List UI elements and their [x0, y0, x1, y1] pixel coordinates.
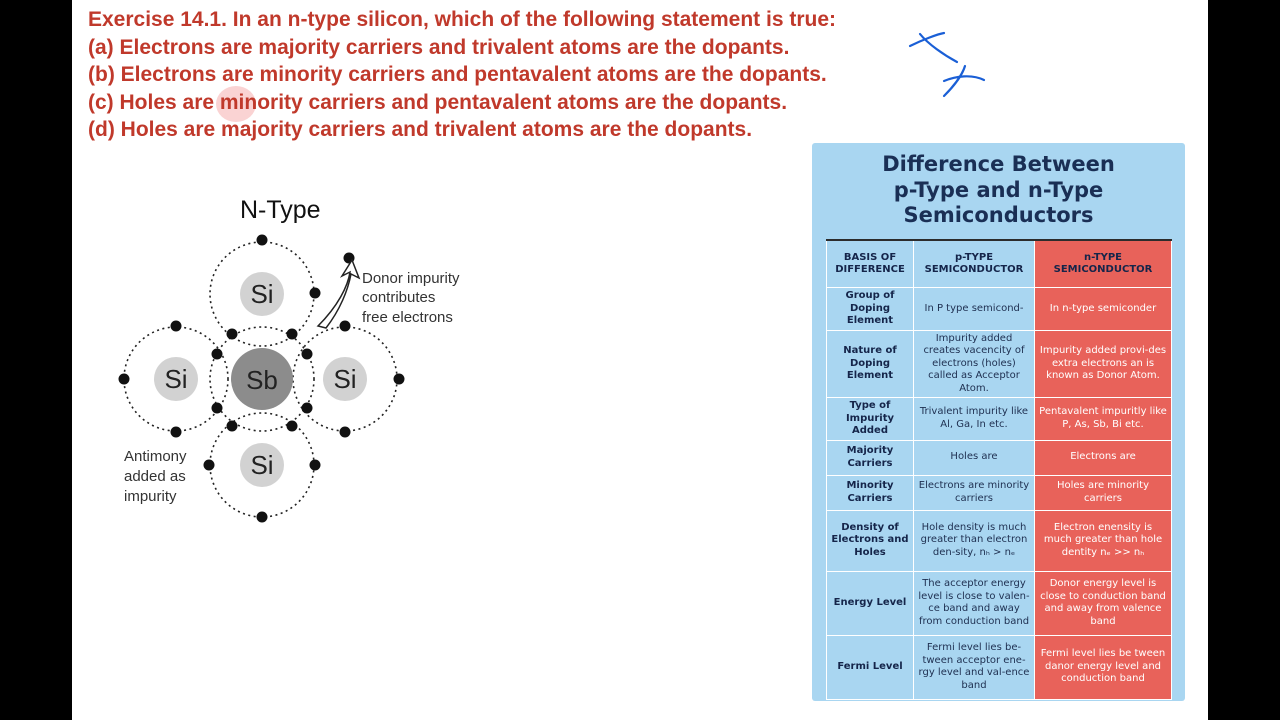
row-basis: Energy Level: [827, 571, 914, 635]
option-b: (b) Electrons are minority carriers and pentavalent atoms are the dopants.: [88, 63, 827, 86]
atom-label-center: Sb: [246, 365, 278, 395]
row-n-value: Fermi level lies be tween danor energy level and conduction band: [1035, 635, 1172, 699]
option-d: (d) Holes are majority carriers and trivalent atoms are the dopants.: [88, 118, 753, 141]
row-p-value: Hole density is much greater than electron den-sity, nₕ > nₑ: [914, 510, 1035, 571]
table-row: [827, 398, 1172, 441]
table-row: [827, 510, 1172, 571]
comparison-table: [826, 239, 1172, 700]
table-row: [827, 475, 1172, 510]
slide-canvas: [72, 0, 1208, 720]
row-n-value: Pentavalent impuritly like P, As, Sb, Bi etc.: [1035, 398, 1172, 441]
row-n-value: Impurity added provi-des extra electrons an is known as Donor Atom.: [1035, 330, 1172, 398]
row-n-value: Electron enensity is much greater than hole dentity nₑ >> nₕ: [1035, 510, 1172, 571]
atom-label-bottom: Si: [250, 450, 274, 480]
donor-label-line1: Donor impurity: [362, 270, 460, 287]
table-row: [827, 635, 1172, 699]
donor-arrow-icon: [318, 260, 359, 328]
row-basis: Majority Carriers: [827, 440, 914, 475]
row-p-value: Impurity added creates vacencity of electrons (holes) called as Acceptor Atom.: [914, 330, 1035, 398]
option-a: (a) Electrons are majority carriers and trivalent atoms are the dopants.: [88, 35, 790, 59]
row-basis: Minority Carriers: [827, 475, 914, 510]
row-basis: Density of Electrons and Holes: [827, 510, 914, 571]
option-c: (c) Holes are minority carriers and pentavalent atoms are the dopants.: [88, 90, 788, 114]
row-n-value: Holes are minority carriers: [1035, 475, 1172, 510]
header-basis: BASIS OF DIFFERENCE: [827, 240, 914, 288]
table-row: [827, 288, 1172, 331]
row-p-value: Electrons are minority carriers: [914, 475, 1035, 510]
row-basis: Nature of Doping Element: [827, 330, 914, 398]
comparison-title-line2: p-Type and n-Type: [893, 177, 1104, 202]
comparison-title-line3: Semiconductors: [903, 203, 1094, 227]
antimony-label-line3: impurity: [124, 488, 177, 505]
table-row: [827, 440, 1172, 475]
handwritten-annotations: [72, 0, 1208, 140]
row-p-value: In P type semicond-: [914, 288, 1035, 331]
row-p-value: Fermi level lies be-tween acceptor ene-rgy level and val-ence band: [914, 635, 1035, 699]
n-type-diagram: [112, 186, 492, 526]
comparison-card: [812, 143, 1185, 701]
table-row: [827, 571, 1172, 635]
row-p-value: The acceptor energy level is close to valen-ce band and away from conduction band: [914, 571, 1035, 635]
cross-mark-a: [910, 33, 957, 62]
table-row: [827, 330, 1172, 398]
diagram-title: N-Type: [240, 196, 321, 224]
atom-label-top: Si: [250, 279, 274, 309]
donor-label-line2: contributes: [362, 289, 436, 306]
antimony-label-line2: added as: [124, 468, 186, 485]
table-header-row: [827, 240, 1172, 288]
row-n-value: In n-type semiconder: [1035, 288, 1172, 331]
row-p-value: Holes are: [914, 440, 1035, 475]
header-n-type: n-TYPE SEMICONDUCTOR: [1035, 240, 1172, 288]
row-n-value: Donor energy level is close to conduction band and away from valence band: [1035, 571, 1172, 635]
comparison-title: [812, 152, 1185, 229]
header-p-type: p-TYPE SEMICONDUCTOR: [914, 240, 1035, 288]
row-basis: Group of Doping Element: [827, 288, 914, 331]
donor-label-line3: free electrons: [362, 309, 453, 326]
row-p-value: Trivalent impurity like Al, Ga, In etc.: [914, 398, 1035, 441]
atom-label-right: Si: [333, 364, 357, 394]
cross-mark-b: [944, 66, 984, 96]
comparison-title-line1: Difference Between: [882, 152, 1115, 176]
row-basis: Fermi Level: [827, 635, 914, 699]
atom-label-left: Si: [164, 364, 188, 394]
row-n-value: Electrons are: [1035, 440, 1172, 475]
antimony-label-line1: Antimony: [124, 448, 187, 465]
row-basis: Type of Impurity Added: [827, 398, 914, 441]
question-title: Exercise 14.1. In an n-type silicon, which of the following statement is true:: [88, 8, 836, 31]
